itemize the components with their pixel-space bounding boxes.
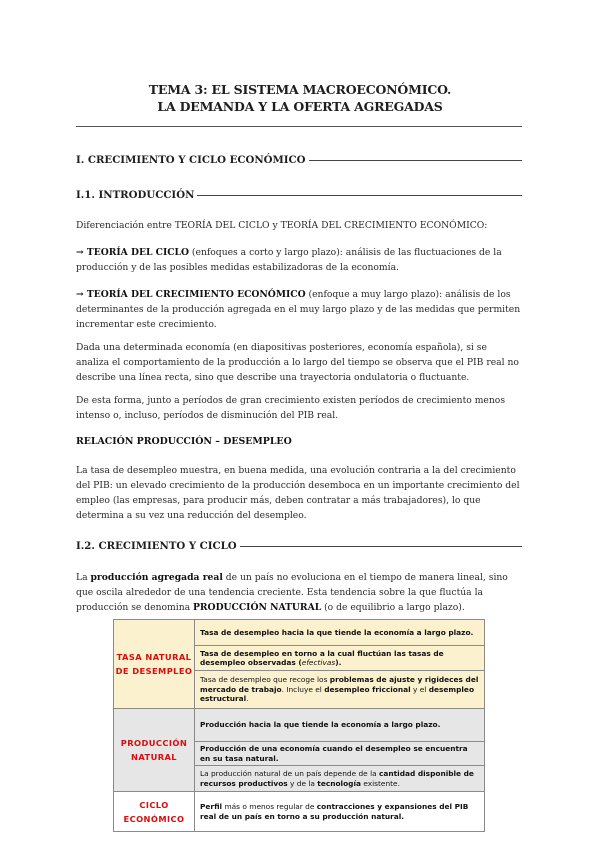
prod-row-3-e: existente.: [360, 778, 400, 788]
section-heading-1-line: [309, 160, 522, 161]
prod-row-3-c: y de la: [287, 778, 318, 788]
intro-paragraph-6: La tasa de desempleo muestra, en buena medida, una evolución contraria a la del crecimiento del PIB: un elevado crecimiento de la producción desemboca en un importante crecimiento del empleo (las empresas, para producir más, deben contratar a más trabajadores), lo que determina a su vez una reducción del desempleo.: [76, 465, 520, 521]
intro-paragraph-4: Dada una determinada economía (en diapositivas posteriores, economía española), si se analiza el comportamiento de la producción a lo largo del tiempo se observa que el PIB real no describe una línea recta, sino que describe una trayectoria ondulatoria o fluctuante.: [76, 342, 519, 383]
concept-table: [113, 619, 485, 832]
intro-paragraph-crecimiento: [76, 287, 522, 332]
growth-bold-2: PRODUCCIÓN NATURAL: [193, 602, 322, 613]
teoria-ciclo-term: → TEORÍA DEL CICLO: [76, 247, 190, 258]
tasa-row-3-a: Tasa de desempleo que recoge los: [200, 675, 330, 685]
section-heading-1-1: [76, 189, 522, 201]
tasa-row-2-b: efectivas: [301, 658, 336, 667]
table-row: [114, 792, 485, 832]
growth-paragraph: [76, 570, 522, 615]
tasa-row-3-e: y el: [410, 684, 429, 694]
section-heading-1-1-label: I.1. INTRODUCCIÓN: [76, 189, 195, 201]
prod-row-2: Producción de una economía cuando el desempleo se encuentra en su tasa natural.: [195, 742, 485, 766]
section-heading-1: [76, 154, 522, 166]
growth-bold-1: producción agregada real: [90, 572, 223, 583]
prod-row-3-d: tecnología: [317, 778, 361, 788]
teoria-crecimiento-term: → TEORÍA DEL CRECIMIENTO ECONÓMICO: [76, 289, 306, 300]
teoria-ciclo-text: (enfoques a corto y largo plazo): análisis de las fluctuaciones de la producción y de las posibles medidas estabilizadoras de la economía.: [76, 247, 502, 273]
table-row: [114, 620, 485, 646]
tasa-row-1: Tasa de desempleo hacia la que tiende la economía a largo plazo.: [195, 620, 485, 646]
ciclo-row-1: [195, 792, 485, 832]
ciclo-economico-label: CICLO ECONÓMICO: [114, 792, 195, 832]
section-heading-1-2-line: [240, 546, 522, 547]
growth-text-3: (o de equilibrio a largo plazo).: [321, 602, 465, 613]
tasa-row-2: [195, 646, 485, 671]
prod-row-3: [195, 766, 485, 792]
relacion-heading: RELACIÓN PRODUCCIÓN – DESEMPLEO: [76, 436, 292, 447]
prod-row-1: Producción hacia la que tiende la economía a largo plazo.: [195, 709, 485, 742]
intro-paragraph-1: Diferenciación entre TEORÍA DEL CICLO y TEORÍA DEL CRECIMIENTO ECONÓMICO:: [76, 220, 488, 231]
tasa-row-3-g: .: [246, 694, 249, 704]
intro-paragraph-5: De esta forma, junto a períodos de gran crecimiento existen períodos de crecimiento menos intenso o, incluso, períodos de disminución del PIB real.: [76, 395, 506, 421]
ciclo-row-1-c: contracciones y expansiones del PIB real de un país en torno a su producción natural.: [200, 802, 469, 821]
document-title-line-1: TEMA 3: EL SISTEMA MACROECONÓMICO.: [148, 82, 452, 97]
teoria-crecimiento-text: (enfoque a muy largo plazo): análisis de los determinantes de la producción agregada en el muy largo plazo y de las medidas que permiten incrementar este crecimiento.: [76, 289, 521, 330]
growth-text-2: de un país no evoluciona en el tiempo de manera lineal, sino que oscila alrededor de una tendencia creciente. Esta tendencia sobre la que fluctúa la producción se denomina: [76, 572, 508, 613]
ciclo-row-1-b: más o menos regular de: [222, 802, 317, 811]
growth-text-1: La: [76, 572, 91, 583]
document-title-line-2: LA DEMANDA Y LA OFERTA AGREGADAS: [157, 99, 443, 114]
table-row: [114, 709, 485, 742]
tasa-row-2-c: ).: [335, 658, 342, 667]
intro-paragraph-ciclo: [76, 245, 522, 275]
ciclo-row-1-a: Perfil: [200, 802, 223, 811]
section-heading-1-1-line: [197, 195, 522, 196]
tasa-row-3-b: problemas de ajuste y rigideces del mercado de trabajo: [200, 675, 479, 694]
produccion-natural-label: PRODUCCIÓN NATURAL: [114, 709, 195, 792]
tasa-natural-label: TASA NATURAL DE DESEMPLEO: [114, 620, 195, 709]
prod-row-3-a: La producción natural de un país depende de la: [200, 769, 380, 778]
tasa-row-3-c: . Incluye el: [281, 684, 325, 694]
tasa-row-2-a: Tasa de desempleo en torno a la cual fluctúan las tasas de desempleo observadas (: [200, 648, 444, 667]
section-heading-1-2: [76, 540, 522, 552]
tasa-row-3-d: desempleo friccional: [324, 684, 411, 694]
section-heading-1-label: I. CRECIMIENTO Y CICLO ECONÓMICO: [76, 154, 306, 166]
tasa-row-3-f: desempleo estructural: [200, 684, 475, 704]
section-heading-1-2-label: I.2. CRECIMIENTO Y CICLO: [76, 540, 237, 552]
tasa-row-3: [195, 671, 485, 709]
prod-row-3-b: cantidad disponible de recursos productivos: [200, 769, 474, 788]
title-divider: [76, 126, 522, 127]
